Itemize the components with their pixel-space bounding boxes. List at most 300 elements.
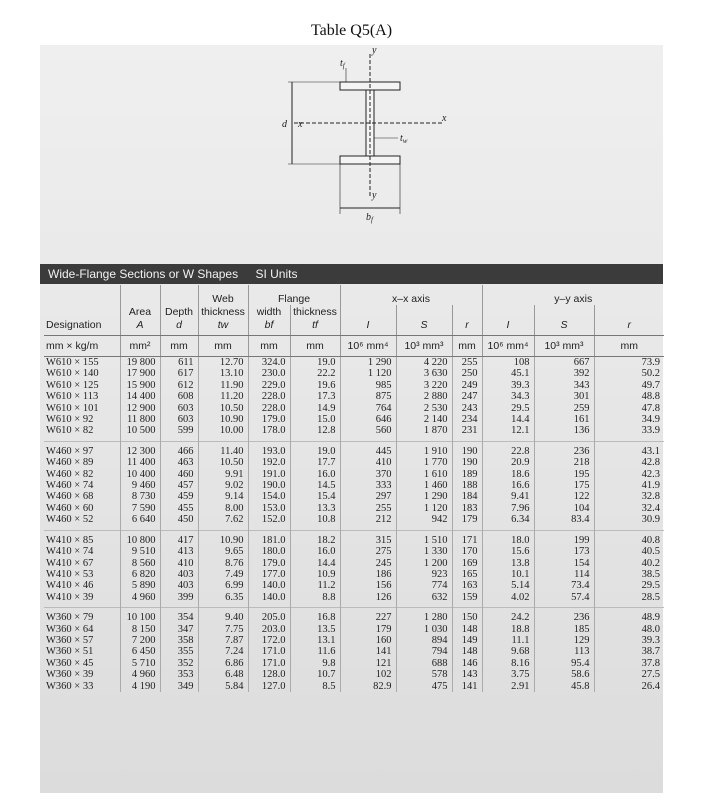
tw-label: $t_w$ [400,133,408,145]
value-cell: 6 450 [120,646,160,657]
value-cell: 128.0 [248,669,290,680]
value-cell: 146 [452,658,482,669]
value-cell: 11.90 [198,380,248,391]
value-cell: 228.0 [248,391,290,402]
designation-cell: W610 × 101 [46,402,99,414]
value-cell: 8.5 [290,681,340,692]
value-cell: 140.0 [248,592,290,608]
value-cell: 16.6 [482,480,534,491]
value-cell: 58.6 [534,669,594,680]
value-cell: 463 [160,457,198,468]
value-cell: 9 460 [120,480,160,491]
value-cell: 41.9 [594,480,664,491]
table-row [44,592,664,608]
value-cell: 611 [160,357,198,369]
tf-symbol: tf [290,319,340,336]
value-cell: 617 [160,368,198,379]
value-cell: 57.4 [534,592,594,608]
value-cell: 8.16 [482,658,534,669]
value-cell: 3.75 [482,669,534,680]
value-cell: 29.5 [594,580,664,591]
value-cell: 1 770 [396,457,452,468]
unit-cell: 10⁶ mm⁴ [482,336,534,357]
value-cell: 185 [534,624,594,635]
value-cell: 259 [534,403,594,414]
value-cell: 466 [160,441,198,457]
value-cell: 315 [340,530,396,546]
value-cell: 148 [452,646,482,657]
value-cell: 297 [340,491,396,502]
value-cell: 5.84 [198,681,248,692]
value-cell: 6.99 [198,580,248,591]
value-cell: 38.7 [594,646,664,657]
designation-cell: W460 × 68 [46,491,94,503]
table-body [44,357,664,692]
value-cell: 179.0 [248,414,290,425]
value-cell: 18.8 [482,624,534,635]
value-cell: 413 [160,546,198,557]
banner-units: SI Units [255,267,298,281]
value-cell: 667 [534,357,594,369]
designation-cell: W460 × 82 [46,468,94,480]
value-cell: 6.48 [198,669,248,680]
value-cell: 83.4 [534,514,594,530]
web-thickness-header: thickness [198,305,248,319]
value-cell: 15.0 [290,414,340,425]
table-row [44,425,664,441]
unit-cell: 10⁶ mm⁴ [340,336,396,357]
value-cell: 9.40 [198,608,248,624]
value-cell: 234 [452,414,482,425]
table-row [44,669,664,680]
value-cell: 875 [340,391,396,402]
value-cell: 50.2 [594,368,664,379]
table-banner [40,264,663,284]
value-cell: 4 960 [120,669,160,680]
value-cell: 358 [160,635,198,646]
table-row [44,514,664,530]
table-row [44,646,664,657]
value-cell: 7 200 [120,635,160,646]
value-cell: 985 [340,380,396,391]
value-cell: 7.75 [198,624,248,635]
value-cell: 193.0 [248,441,290,457]
value-cell: 12.70 [198,357,248,369]
value-cell: 143 [452,669,482,680]
table-row [44,480,664,491]
bf-label: $b_f$ [366,212,373,224]
value-cell: 603 [160,403,198,414]
w-shapes-table [44,285,664,692]
value-cell: 794 [396,646,452,657]
value-cell: 352 [160,658,198,669]
value-cell: 12 900 [120,403,160,414]
designation-cell: W610 × 82 [46,425,94,437]
value-cell: 646 [340,414,396,425]
value-cell: 212 [340,514,396,530]
value-cell: 355 [160,646,198,657]
value-cell: 10.90 [198,530,248,546]
x-left-label: x [298,119,303,130]
value-cell: 9.91 [198,469,248,480]
x-right-label: x [442,113,447,124]
value-cell: 34.9 [594,414,664,425]
value-cell: 612 [160,380,198,391]
flange-width-header: width [248,305,290,319]
unit-cell: mm [594,336,664,357]
value-cell: 11.2 [290,580,340,591]
value-cell: 9.68 [482,646,534,657]
unit-cell: mm [248,336,290,357]
table-row [44,558,664,569]
table-row [44,569,664,580]
designation-cell: W360 × 39 [46,669,94,681]
value-cell: 29.5 [482,403,534,414]
value-cell: 353 [160,669,198,680]
table-row [44,491,664,502]
value-cell: 1 460 [396,480,452,491]
value-cell: 177.0 [248,569,290,580]
value-cell: 154 [534,558,594,569]
value-cell: 136 [534,425,594,441]
value-cell: 10 500 [120,425,160,441]
value-cell: 11 400 [120,457,160,468]
table-row [44,546,664,557]
value-cell: 20.9 [482,457,534,468]
value-cell: 10.00 [198,425,248,441]
value-cell: 9 510 [120,546,160,557]
value-cell: 49.7 [594,380,664,391]
value-cell: 578 [396,669,452,680]
value-cell: 32.8 [594,491,664,502]
value-cell: 184 [452,491,482,502]
value-cell: 19.0 [290,441,340,457]
designation-cell: W360 × 51 [46,646,94,658]
value-cell: 403 [160,569,198,580]
value-cell: 48.8 [594,391,664,402]
tf-label: $t_f$ [340,58,345,70]
value-cell: 10.90 [198,414,248,425]
units-row [44,336,664,357]
value-cell: 455 [160,503,198,514]
table-row [44,403,664,414]
value-cell: 127.0 [248,681,290,692]
depth-symbol: d [160,319,198,336]
value-cell: 17.3 [290,391,340,402]
value-cell: 942 [396,514,452,530]
value-cell: 392 [534,368,594,379]
value-cell: 43.1 [594,441,664,457]
designation-cell: W410 × 46 [46,580,94,592]
value-cell: 923 [396,569,452,580]
value-cell: 10 400 [120,469,160,480]
value-cell: 37.8 [594,658,664,669]
value-cell: 347 [160,624,198,635]
value-cell: 6 640 [120,514,160,530]
unit-cell: mm [198,336,248,357]
value-cell: 10 800 [120,530,160,546]
value-cell: 190 [452,441,482,457]
value-cell: 173 [534,546,594,557]
value-cell: 14.4 [290,558,340,569]
value-cell: 19.6 [290,380,340,391]
y-top-label: y [372,48,377,56]
value-cell: 73.4 [534,580,594,591]
designation-cell: W410 × 39 [46,591,94,603]
designation-cell: W460 × 97 [44,441,120,457]
value-cell: 349 [160,681,198,692]
value-cell: 275 [340,546,396,557]
value-cell: 410 [160,558,198,569]
value-cell: 560 [340,425,396,441]
value-cell: 141 [340,646,396,657]
value-cell: 894 [396,635,452,646]
header-row-symbols [44,319,664,336]
designation-cell: W410 × 74 [46,546,94,558]
value-cell: 7.24 [198,646,248,657]
value-cell: 140.0 [248,580,290,591]
value-cell: 154.0 [248,491,290,502]
value-cell: 160 [340,635,396,646]
table-row [44,635,664,646]
designation-cell: W360 × 57 [46,634,94,646]
value-cell: 249 [452,380,482,391]
area-symbol: A [120,319,160,336]
value-cell: 165 [452,569,482,580]
value-cell: 9.8 [290,658,340,669]
value-cell: 190.0 [248,480,290,491]
flange-thickness-header: thickness [290,305,340,319]
unit-cell: mm [160,336,198,357]
value-cell: 7.49 [198,569,248,580]
value-cell: 255 [340,503,396,514]
value-cell: 122 [534,491,594,502]
value-cell: 1 280 [396,608,452,624]
value-cell: 243 [452,403,482,414]
value-cell: 4.02 [482,592,534,608]
value-cell: 169 [452,558,482,569]
value-cell: 445 [340,441,396,457]
unit-cell: mm² [120,336,160,357]
table-row [44,380,664,391]
value-cell: 171.0 [248,658,290,669]
value-cell: 7 590 [120,503,160,514]
designation-cell: W360 × 79 [44,608,120,624]
value-cell: 10.1 [482,569,534,580]
value-cell: 95.4 [534,658,594,669]
value-cell: 459 [160,491,198,502]
value-cell: 231 [452,425,482,441]
value-cell: 129 [534,635,594,646]
value-cell: 150 [452,608,482,624]
sxx-symbol: S [396,319,452,336]
unit-cell: 10³ mm³ [534,336,594,357]
value-cell: 32.4 [594,503,664,514]
value-cell: 179.0 [248,558,290,569]
value-cell: 7.62 [198,514,248,530]
value-cell: 16.0 [290,546,340,557]
value-cell: 11.20 [198,391,248,402]
value-cell: 1 290 [340,357,396,369]
value-cell: 192.0 [248,457,290,468]
value-cell: 218 [534,457,594,468]
value-cell: 10.50 [198,457,248,468]
value-cell: 153.0 [248,503,290,514]
value-cell: 354 [160,608,198,624]
value-cell: 159 [452,592,482,608]
value-cell: 114 [534,569,594,580]
value-cell: 188 [452,480,482,491]
value-cell: 17 900 [120,368,160,379]
value-cell: 9.41 [482,491,534,502]
value-cell: 5 710 [120,658,160,669]
value-cell: 1 510 [396,530,452,546]
value-cell: 156 [340,580,396,591]
value-cell: 121 [340,658,396,669]
value-cell: 9.02 [198,480,248,491]
yy-axis-header: y–y axis [482,285,664,305]
value-cell: 228.0 [248,403,290,414]
value-cell: 40.2 [594,558,664,569]
value-cell: 171.0 [248,646,290,657]
value-cell: 250 [452,368,482,379]
unit-cell: mm [290,336,340,357]
value-cell: 8.8 [290,592,340,608]
value-cell: 172.0 [248,635,290,646]
iyy-symbol: I [482,319,534,336]
tw-symbol: tw [198,319,248,336]
value-cell: 229.0 [248,380,290,391]
value-cell: 16.0 [290,469,340,480]
value-cell: 9.65 [198,546,248,557]
value-cell: 6.86 [198,658,248,669]
value-cell: 5 890 [120,580,160,591]
designation-cell: W610 × 125 [46,379,99,391]
table-row [44,469,664,480]
value-cell: 18.2 [290,530,340,546]
value-cell: 175 [534,480,594,491]
designation-cell: W410 × 85 [44,530,120,546]
value-cell: 42.8 [594,457,664,468]
value-cell: 13.3 [290,503,340,514]
value-cell: 247 [452,391,482,402]
value-cell: 12.1 [482,425,534,441]
value-cell: 13.5 [290,624,340,635]
value-cell: 102 [340,669,396,680]
value-cell: 12 300 [120,441,160,457]
value-cell: 457 [160,480,198,491]
value-cell: 324.0 [248,357,290,369]
value-cell: 126 [340,592,396,608]
value-cell: 186 [340,569,396,580]
value-cell: 11.40 [198,441,248,457]
designation-cell: W410 × 67 [46,557,94,569]
value-cell: 45.1 [482,368,534,379]
value-cell: 104 [534,503,594,514]
value-cell: 170 [452,546,482,557]
value-cell: 13.8 [482,558,534,569]
value-cell: 191.0 [248,469,290,480]
value-cell: 40.8 [594,530,664,546]
value-cell: 180.0 [248,546,290,557]
value-cell: 8.76 [198,558,248,569]
designation-header: Designation [44,319,120,336]
banner-title: Wide-Flange Sections or W Shapes [48,267,239,281]
table-row [44,357,664,369]
ixx-symbol: I [340,319,396,336]
value-cell: 774 [396,580,452,591]
value-cell: 4 220 [396,357,452,369]
value-cell: 148 [452,624,482,635]
value-cell: 22.2 [290,368,340,379]
value-cell: 688 [396,658,452,669]
designation-cell: W360 × 64 [46,623,94,635]
value-cell: 10.50 [198,403,248,414]
table-row [44,414,664,425]
value-cell: 255 [452,357,482,369]
value-cell: 205.0 [248,608,290,624]
value-cell: 10.7 [290,669,340,680]
value-cell: 403 [160,580,198,591]
value-cell: 14.9 [290,403,340,414]
table-row [44,658,664,669]
value-cell: 24.2 [482,608,534,624]
y-bottom-label: y [372,190,377,201]
depth-header: Depth [160,305,198,319]
value-cell: 417 [160,530,198,546]
value-cell: 236 [534,441,594,457]
rxx-symbol: r [452,319,482,336]
value-cell: 301 [534,391,594,402]
value-cell: 47.8 [594,403,664,414]
value-cell: 608 [160,391,198,402]
value-cell: 4 190 [120,681,160,692]
value-cell: 1 290 [396,491,452,502]
page-title: Table Q5(A) [310,22,393,39]
designation-cell: W360 × 33 [46,680,94,692]
value-cell: 195 [534,469,594,480]
value-cell: 11.6 [290,646,340,657]
value-cell: 39.3 [594,635,664,646]
table-row [44,368,664,379]
value-cell: 3 630 [396,368,452,379]
value-cell: 18.6 [482,469,534,480]
value-cell: 460 [160,469,198,480]
value-cell: 8.00 [198,503,248,514]
value-cell: 3 220 [396,380,452,391]
value-cell: 82.9 [340,681,396,692]
flange-header: Flange [248,285,340,305]
value-cell: 1 910 [396,441,452,457]
value-cell: 230.0 [248,368,290,379]
designation-cell: W610 × 92 [46,414,94,426]
designation-cell: W360 × 45 [46,657,94,669]
value-cell: 10 100 [120,608,160,624]
value-cell: 152.0 [248,514,290,530]
table-row [44,391,664,402]
value-cell: 179 [340,624,396,635]
value-cell: 48.9 [594,608,664,624]
value-cell: 333 [340,480,396,491]
value-cell: 199 [534,530,594,546]
value-cell: 7.96 [482,503,534,514]
unit-cell: mm [452,336,482,357]
table-row [44,441,664,457]
value-cell: 33.9 [594,425,664,441]
value-cell: 1 200 [396,558,452,569]
value-cell: 39.3 [482,380,534,391]
value-cell: 190 [452,457,482,468]
